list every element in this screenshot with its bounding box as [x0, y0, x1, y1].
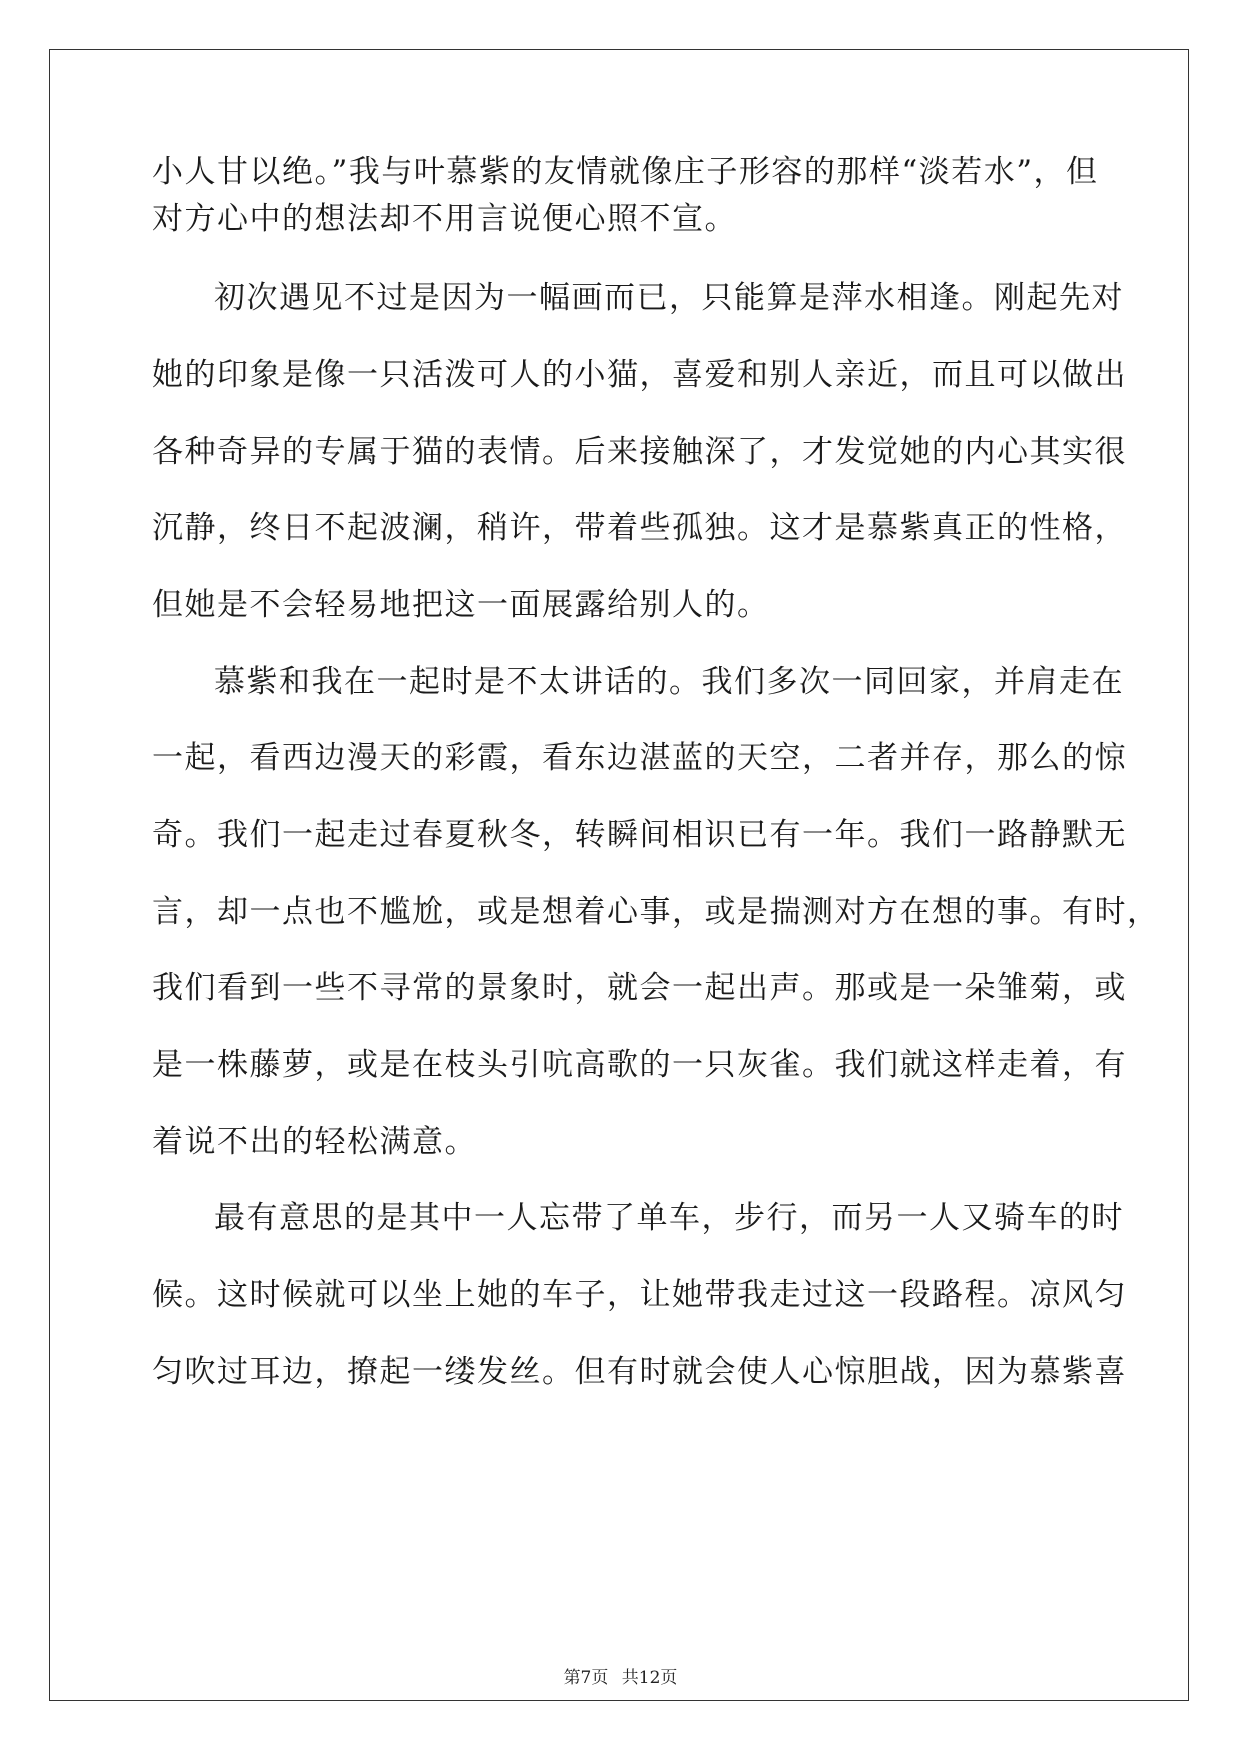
- paragraph-2-line-4: 沉静，终日不起波澜，稍许，带着些孤独。这才是慕紫真正的性格，: [152, 510, 1127, 546]
- paragraph-1-line-1: 小人甘以绝。”我与叶慕紫的友情就像庄子形容的那样“淡若水”，但: [152, 154, 1099, 190]
- paragraph-2-line-5: 但她是不会轻易地把这一面展露给别人的。: [152, 587, 770, 623]
- paragraph-4-line-2: 候。这时候就可以坐上她的车子，让她带我走过这一段路程。凉风匀: [152, 1277, 1127, 1313]
- page-footer: [0, 1663, 1241, 1688]
- paragraph-3-line-4: 言，却一点也不尴尬，或是想着心事，或是揣测对方在想的事。有时，: [152, 894, 1160, 930]
- paragraph-3-line-3: 奇。我们一起走过春夏秋冬，转瞬间相识已有一年。我们一路静默无: [152, 817, 1127, 853]
- paragraph-4-line-1: 最有意思的是其中一人忘带了单车，步行，而另一人又骑车的时: [214, 1200, 1124, 1236]
- paragraph-3-line-7: 着说不出的轻松满意。: [152, 1124, 477, 1160]
- paragraph-3-line-6: 是一株藤萝，或是在枝头引吭高歌的一只灰雀。我们就这样走着，有: [152, 1047, 1127, 1083]
- total-pages: 共12页: [621, 1668, 678, 1688]
- paragraph-2-line-3: 各种奇异的专属于猫的表情。后来接触深了，才发觉她的内心其实很: [152, 434, 1127, 470]
- paragraph-2-line-1: 初次遇见不过是因为一幅画而已，只能算是萍水相逢。刚起先对: [214, 280, 1124, 316]
- paragraph-3-line-1: 慕紫和我在一起时是不太讲话的。我们多次一同回家，并肩走在: [214, 664, 1124, 700]
- page-number: 第7页: [563, 1668, 609, 1688]
- paragraph-4-line-3: 匀吹过耳边，撩起一缕发丝。但有时就会使人心惊胆战，因为慕紫喜: [152, 1354, 1127, 1390]
- paragraph-3-line-5: 我们看到一些不寻常的景象时，就会一起出声。那或是一朵雏菊，或: [152, 970, 1127, 1006]
- paragraph-1-line-2: 对方心中的想法却不用言说便心照不宣。: [152, 201, 737, 237]
- paragraph-2-line-2: 她的印象是像一只活泼可人的小猫，喜爱和别人亲近，而且可以做出: [152, 357, 1127, 393]
- paragraph-3-line-2: 一起，看西边漫天的彩霞，看东边湛蓝的天空，二者并存，那么的惊: [152, 740, 1127, 776]
